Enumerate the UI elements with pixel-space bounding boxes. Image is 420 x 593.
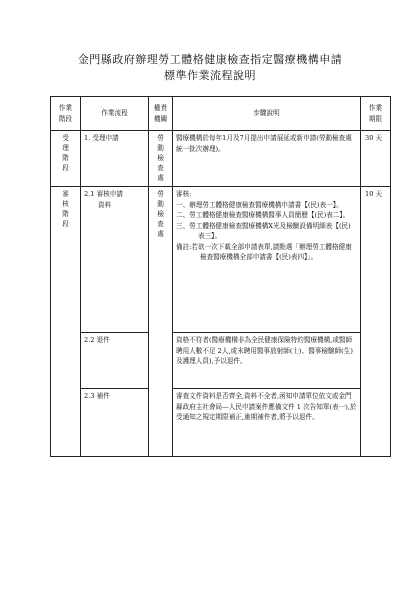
process-cell-return: 2.2 退件	[81, 333, 149, 389]
header-deadline: 作業 期限	[361, 97, 391, 131]
procedure-table	[50, 96, 391, 457]
table-header-row	[51, 97, 391, 131]
steps-cell-supplement: 審查文件資料是否齊全,資料不全者,函知申請單位依文或金門縣政府主社會局—人民申請案件應備文件 1 次告知單(表一),於受通知之規定期限補正,逾期補件者,將予以退件。	[173, 389, 361, 457]
header-org: 權責 機關	[149, 97, 173, 131]
deadline-cell-review: 10 天	[361, 187, 391, 457]
table-row	[51, 389, 391, 457]
steps-cell-return: 資格不符者(醫療機構非為全民健康保險特約醫療機構,或醫師聘用人數不足 2人,或未聘用醫事放射師(士)、醫事檢驗師(生)及護理人員),予以退件。	[173, 333, 361, 389]
process-cell-intake: 1. 受理申請	[81, 131, 149, 187]
list-item: 一、辦理勞工體格健康檢查醫療機構申請書【(民)表一】。	[176, 200, 343, 209]
table-row	[51, 131, 391, 187]
steps-review-note: 備註:若欲一次下載全部申請表單,請點選「辦理勞工體格健康檢查醫療機構全部申請書【(民)表四】」。	[176, 242, 352, 261]
steps-cell-review	[173, 187, 361, 333]
document-title-line1: 金門縣政府辦理勞工體格健康檢查指定醫療機構申請	[77, 53, 343, 66]
process-cell-supplement: 2.3 補件	[81, 389, 149, 457]
deadline-cell-intake: 30 天	[361, 131, 391, 187]
table-row	[51, 333, 391, 389]
list-item: 三、勞工體格健康檢查醫療機構X光及檢驗設備明細表【(民)表三】。	[176, 221, 351, 240]
header-process: 作業流程	[81, 97, 149, 131]
list-item: 二、勞工體格健康檢查醫療機構醫事人員簡歷【(民)表二】。	[176, 211, 350, 219]
org-cell-intake: 勞動檢查處	[149, 131, 173, 187]
header-steps: 步驟說明	[173, 97, 361, 131]
process-cell-review: 2.1 審核申請 資料	[81, 187, 149, 333]
steps-cell-intake: 醫療機構於每年1月及7月提出申請展延或新申請(勞動檢查處統一批次辦理)。	[173, 131, 361, 187]
stage-cell-review: 審核階段	[51, 187, 81, 457]
org-cell-review: 勞動檢查處	[149, 187, 173, 457]
table-row	[51, 187, 391, 333]
stage-cell-intake: 受理階段	[51, 131, 81, 187]
steps-review-heading: 審核:	[176, 190, 192, 198]
document-title-line2: 標準作業流程說明	[164, 69, 256, 82]
header-stage: 作業 階段	[51, 97, 81, 131]
